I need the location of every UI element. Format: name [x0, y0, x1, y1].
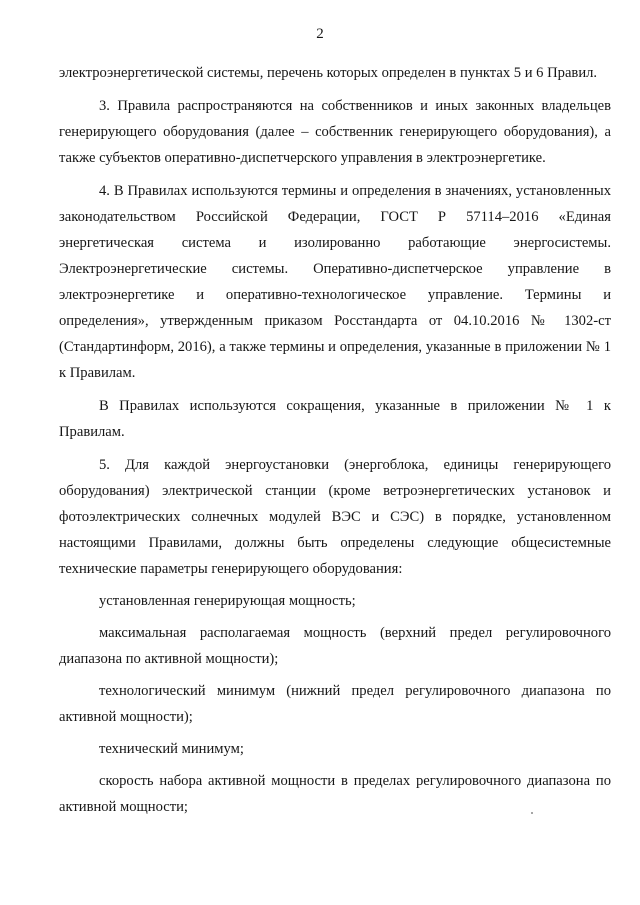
- parameter-technological-minimum: технологический минимум (нижний предел регулировочного диапазона по активной мощности);: [59, 683, 611, 725]
- document-body: [59, 60, 611, 820]
- parameter-technical-minimum: технический минимум;: [99, 741, 244, 757]
- parameter-max-available-capacity: максимальная располагаемая мощность (верхний предел регулировочного диапазона по активной мощности);: [59, 625, 611, 667]
- paragraph-continuation: электроэнергетической системы, перечень которых определен в пунктах 5 и 6 Правил.: [59, 65, 598, 81]
- paragraph-item-4: 4. В Правилах используются термины и определения в значениях, установленных законодательством Российской Федерации, ГОСТ Р 57114–2016 «Единая энергетическая система и изолированно работающие энергосистемы. Электроэнергетические системы. Оперативно-диспетчерское управление в электроэнергетике и оперативно-технологическое управление. Термины и определения», утвержденным приказом Росстандарта от 04.10.2016 № 1302-ст (Стандартинформ, 2016), а также термины и определения, указанные в приложении № 1 к Правилам.: [59, 183, 611, 381]
- paragraph-item-3: 3. Правила распространяются на собственников и иных законных владельцев генерирующего оборудования (далее – собственник генерирующего оборудования), а также субъектов оперативно-диспетчерского управления в электроэнергетике.: [59, 98, 611, 166]
- page-number: 2: [316, 26, 324, 42]
- paragraph-item-5: 5. Для каждой энергоустановки (энергоблока, единицы генерирующего оборудования) электрической станции (кроме ветроэнергетических установок и фотоэлектрических солнечных модулей ВЭС и СЭС) в порядке, установленном настоящими Правилами, должны быть определены следующие общесистемные технические параметры генерирующего оборудования:: [59, 457, 611, 577]
- scan-speck: [531, 812, 533, 814]
- parameter-ramp-rate: скорость набора активной мощности в пределах регулировочного диапазона по активной мощности;: [59, 773, 611, 815]
- paragraph-abbreviations: В Правилах используются сокращения, указанные в приложении № 1 к Правилам.: [59, 398, 611, 440]
- parameter-installed-capacity: установленная генерирующая мощность;: [99, 593, 356, 609]
